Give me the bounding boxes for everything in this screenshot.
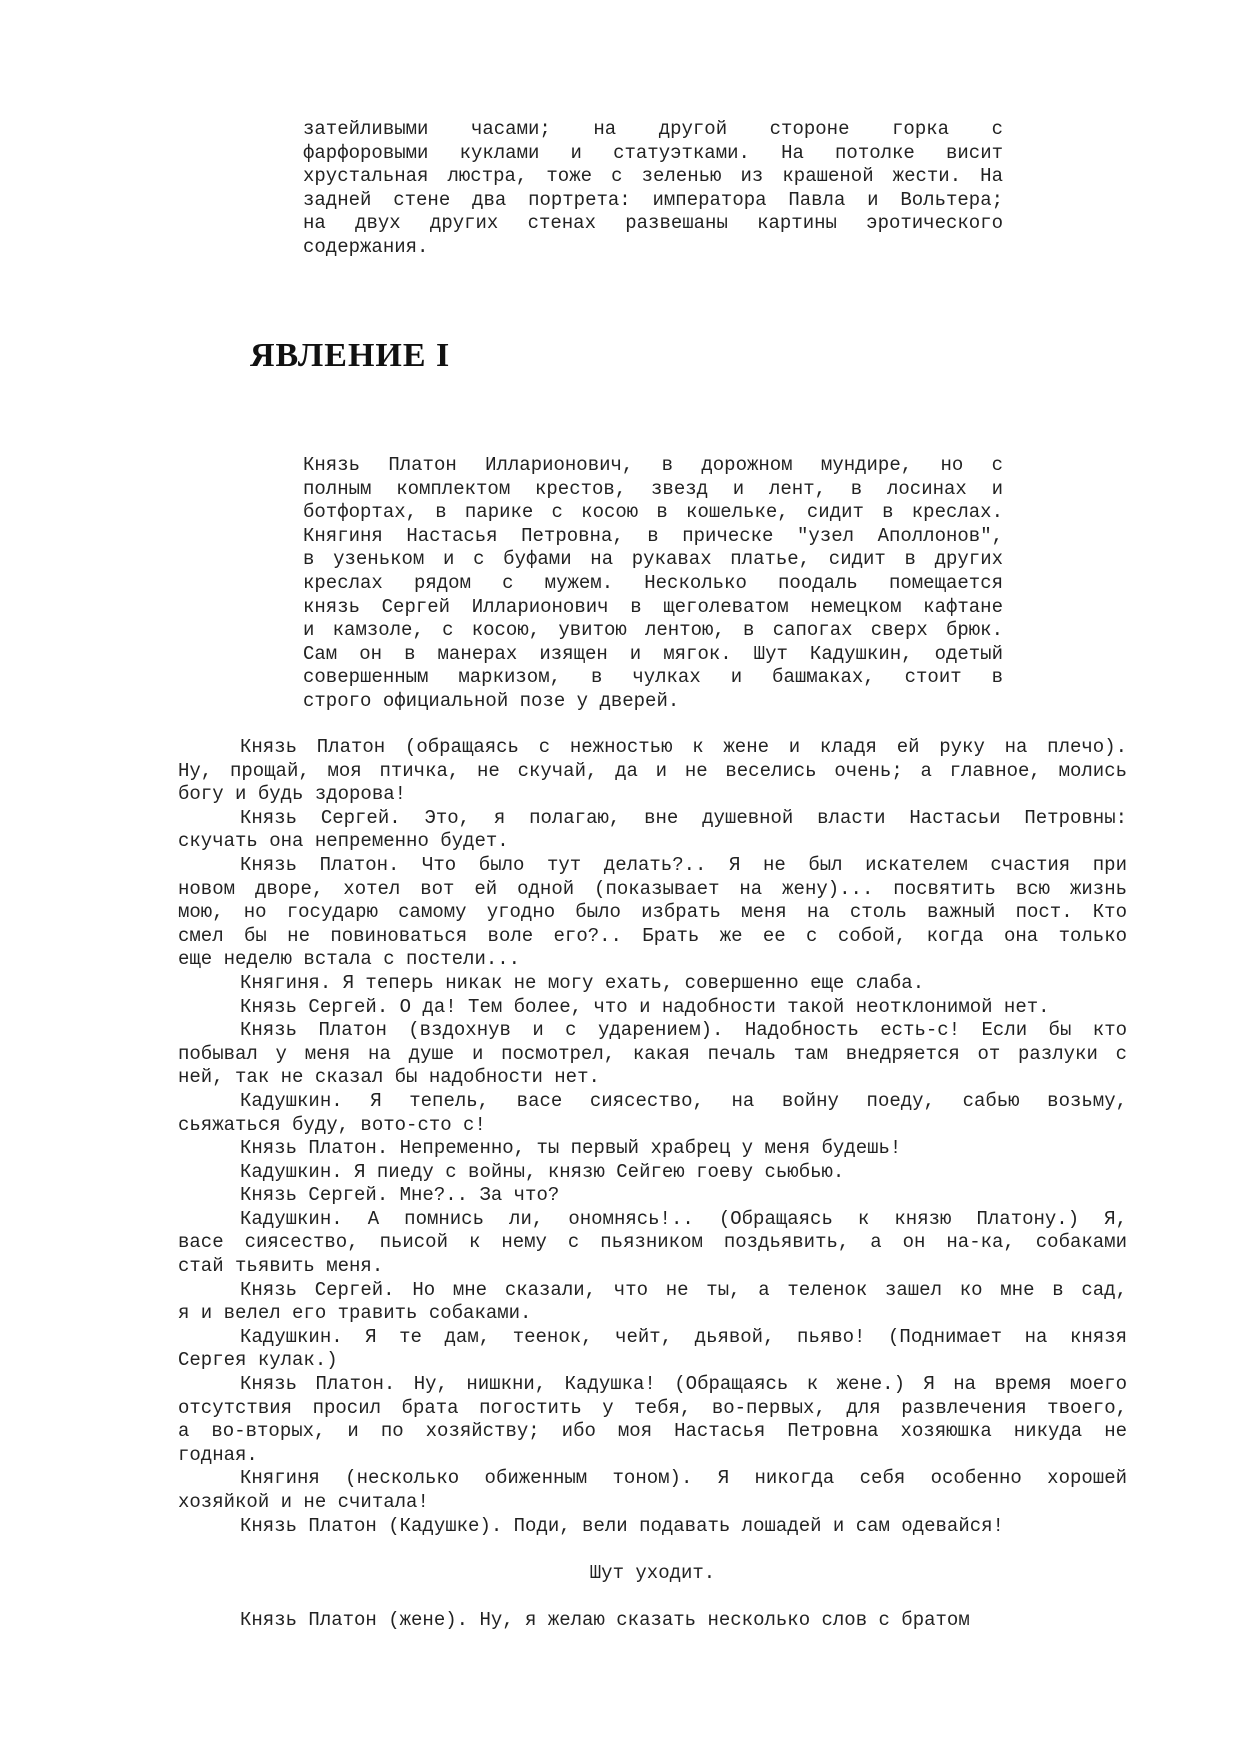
text-line: богу и будь здорова! [178, 783, 407, 806]
text-line: строго официальной позе у дверей. [303, 689, 680, 712]
text-line: Княгиня Настасья Петровна, в прическе "узел Аполлонов", [303, 524, 1003, 547]
dialogue-body [178, 736, 1127, 1633]
text-line: Князь Сергей. Это, я полагаю, вне душевной власти Настасьи Петровны: [240, 806, 1127, 829]
dialogue-paragraph [178, 996, 1127, 1020]
dialogue-paragraph [178, 1184, 1127, 1208]
text-line: смел бы не повиноваться воле его?.. Брать же ее с собой, когда она только [178, 924, 1127, 947]
text-line: я и велел его травить собаками. [178, 1302, 532, 1325]
stage-direction-main [303, 454, 1003, 714]
text-line: задней стене два портрета: императора Павла и Вольтера; [303, 188, 1003, 211]
stage-remark: Шут уходит. [589, 1561, 716, 1584]
dialogue-lines [178, 736, 1127, 1538]
text-line: Князь Платон. Непременно, ты первый храбрец у меня будешь! [240, 1137, 902, 1160]
dialogue-paragraph [178, 1161, 1127, 1185]
text-line: совершенным маркизом, в чулках и башмаках, стоит в [303, 666, 1003, 689]
text-line: Князь Платон. Что было тут делать?.. Я не был искателем счастия при [240, 853, 1127, 876]
text-line: Князь Платон (Кадушке). Поди, вели подавать лошадей и сам одевайся! [240, 1514, 1004, 1537]
text-line: Княгиня (несколько обиженным тоном). Я никогда себя особенно хорошей [240, 1467, 1127, 1490]
text-line: в узеньком и с буфами на рукавах платье, сидит в других [303, 548, 1003, 571]
dialogue-paragraph [178, 1326, 1127, 1373]
text-line: Кадушкин. Я пиеду с войны, князю Сейгею гоеву сьюбью. [240, 1160, 845, 1183]
text-line: Сам он в манерах изящен и мягок. Шут Кадушкин, одетый [303, 642, 1003, 665]
text-line: Князь Платон Илларионович, в дорожном мундире, но с [303, 454, 1003, 476]
text-line: стай тьявить меня. [178, 1255, 384, 1278]
text-line: мою, но государю самому угодно было избрать меня на столь важный пост. Кто [178, 901, 1127, 924]
dialogue-paragraph [178, 1279, 1127, 1326]
dialogue-paragraph [178, 854, 1127, 972]
text-line: Князь Платон (обращаясь с нежностью к жене и кладя ей руку на плечо). [240, 736, 1127, 758]
text-line: отсутствия просил брата погостить у тебя, во-первых, для развлечения твоего, [178, 1396, 1127, 1419]
dialogue-lines-after [178, 1609, 1127, 1633]
dialogue-paragraph [178, 1137, 1127, 1161]
text-line: Князь Платон. Ну, нишкни, Кадушка! (Обращаясь к жене.) Я на время моего [240, 1373, 1127, 1396]
text-line: еще неделю встала с постели... [178, 948, 521, 971]
text-line: побывал у меня на душе и посмотрел, какая печаль там внедряется от разлуки с [178, 1042, 1127, 1065]
stage-direction-top [303, 118, 1003, 260]
text-line: Кадушкин. Я тепель, васе сиясество, на войну поеду, сабью возьму, [240, 1089, 1127, 1112]
dialogue-paragraph [178, 1208, 1127, 1279]
text-line: васе сиясество, пьисой к нему с пьязником поздьявить, а он на-ка, собаками [178, 1231, 1127, 1254]
dialogue-paragraph [178, 1090, 1127, 1137]
text-line: Князь Сергей. О да! Тем более, что и надобности такой неотклонимой нет. [240, 995, 1050, 1018]
text-line: ней, так не сказал бы надобности нет. [178, 1066, 600, 1089]
text-line: Кадушкин. А помнись ли, ономнясь!.. (Обращаясь к князю Платону.) Я, [240, 1207, 1127, 1230]
text-line: креслах рядом с мужем. Несколько поодаль помещается [303, 571, 1003, 594]
text-line: Ну, прощай, моя птичка, не скучай, да и не веселись очень; а главное, молись [178, 759, 1127, 782]
dialogue-paragraph [178, 736, 1127, 807]
text-line: полным комплектом крестов, звезд и лент, в лосинах и [303, 477, 1003, 500]
text-line: хрустальная люстра, тоже с зеленью из крашеной жести. На [303, 165, 1003, 188]
text-line: ботфортах, в парике с косою в кошельке, сидит в креслах. [303, 501, 1003, 524]
text-line: Кадушкин. Я те дам, теенок, чейт, дьявой, пьяво! (Поднимает на князя [240, 1325, 1127, 1348]
text-line: Князь Платон (жене). Ну, я желаю сказать несколько слов с братом [240, 1608, 970, 1631]
text-line: Князь Сергей. Но мне сказали, что не ты, а теленок зашел ко мне в сад, [240, 1278, 1127, 1301]
dialogue-paragraph [178, 1467, 1127, 1514]
text-line: сьяжаться буду, вото-сто с! [178, 1113, 486, 1136]
dialogue-paragraph [178, 1019, 1127, 1090]
text-line: хозяйкой и не считала! [178, 1491, 429, 1513]
text-line: Князь Платон (вздохнув и с ударением). Надобность есть-с! Если бы кто [240, 1019, 1127, 1042]
dialogue-paragraph [178, 807, 1127, 854]
dialogue-paragraph [178, 1609, 1127, 1633]
dialogue-paragraph [178, 972, 1127, 996]
text-line: новом дворе, хотел вот ей одной (показывает на жену)... посвятить всю жизнь [178, 877, 1127, 900]
text-line: содержания. [303, 235, 429, 258]
text-line: Сергея кулак.) [178, 1349, 338, 1372]
text-line: фарфоровыми куклами и статуэтками. На потолке висит [303, 141, 1003, 164]
text-line: Княгиня. Я теперь никак не могу ехать, совершенно еще слаба. [240, 971, 925, 994]
text-line: на двух других стенах развешаны картины эротического [303, 212, 1003, 235]
text-line: затейливыми часами; на другой стороне горка с [303, 118, 1003, 140]
text-line: Князь Сергей. Мне?.. За что? [240, 1184, 560, 1207]
text-line: и камзоле, с косою, увитою лентою, в сапогах сверх брюк. [303, 619, 1003, 642]
scene-heading: ЯВЛЕНИЕ I [250, 337, 451, 374]
text-line: годная. [178, 1443, 258, 1466]
dialogue-paragraph [178, 1373, 1127, 1467]
text-line: князь Сергей Илларионович в щеголеватом немецком кафтане [303, 595, 1003, 618]
text-line: скучать она непременно будет. [178, 830, 509, 853]
text-line: а во-вторых, и по хозяйству; ибо моя Настасья Петровна хозяюшка никуда не [178, 1420, 1127, 1443]
dialogue-paragraph [178, 1515, 1127, 1539]
